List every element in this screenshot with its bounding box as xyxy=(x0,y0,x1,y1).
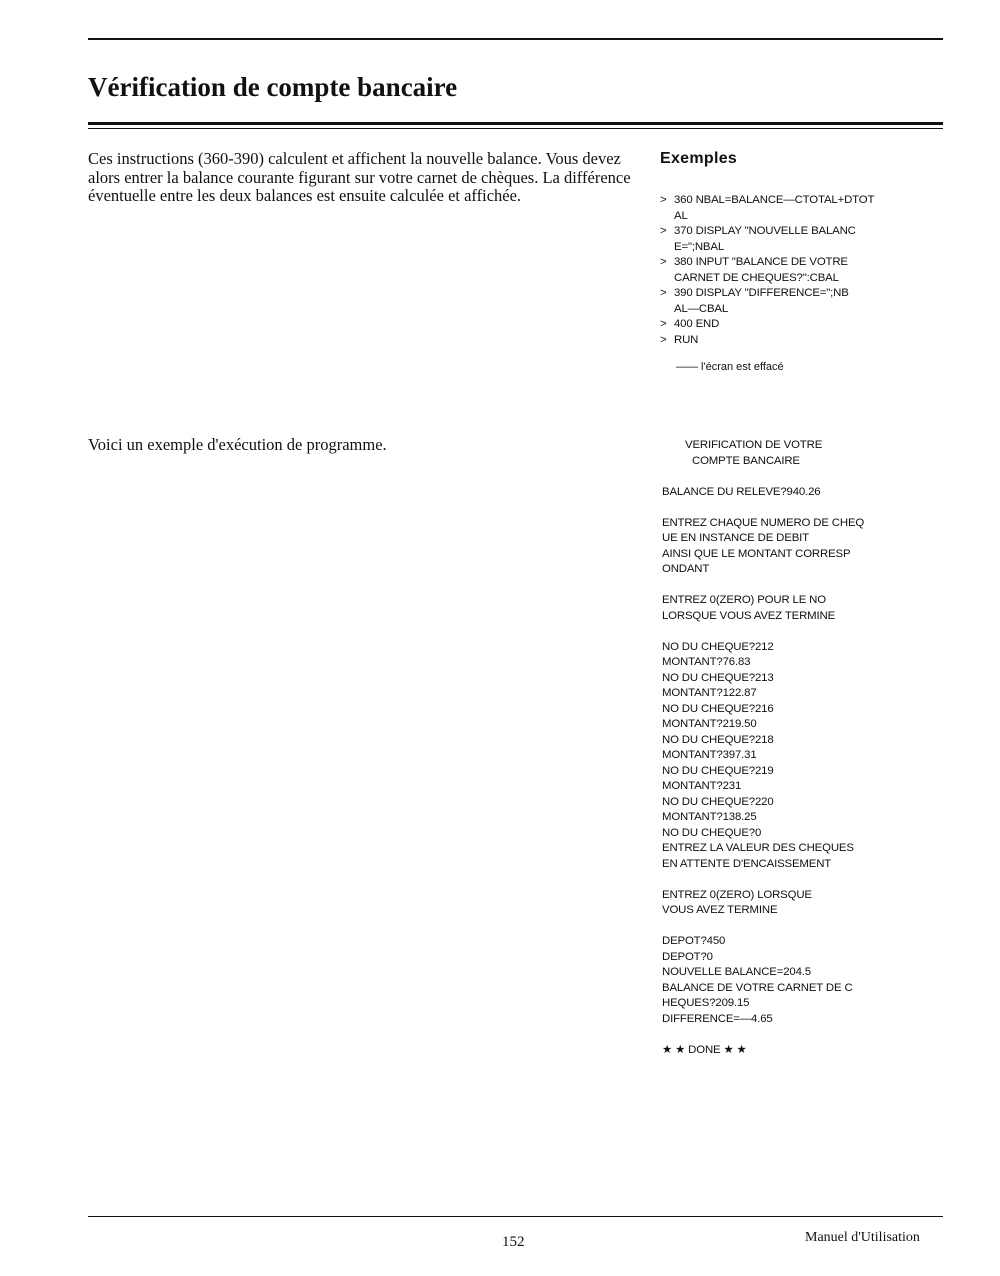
output-block xyxy=(662,934,864,1027)
code-text: CARNET DE CHEQUES?":CBAL xyxy=(674,271,839,284)
title-rule-thick xyxy=(88,122,943,125)
title-rule-thin xyxy=(88,128,943,129)
code-line xyxy=(660,255,874,271)
code-line xyxy=(660,240,874,256)
code-text: 390 DISPLAY "DIFFERENCE=";NB xyxy=(674,287,849,299)
intro-paragraph: Ces instructions (360-390) calculent et affichent la nouvelle balance. Vous devez alors entrer la balance courante figurant sur votre carnet de chèques. La différence éventuelle entre les deux balances est ensuite calculée et affichée. xyxy=(88,149,631,205)
output-line: VERIFICATION DE VOTRE xyxy=(685,439,823,451)
code-line xyxy=(660,209,874,225)
output-line: MONTANT?138.25 xyxy=(662,811,757,823)
prompt-symbol: > xyxy=(660,194,667,206)
footer-title: Manuel d'Utilisation xyxy=(805,1230,920,1245)
output-line: MONTANT?219.50 xyxy=(662,718,757,730)
code-text: AL—CBAL xyxy=(674,302,729,315)
prompt-symbol: > xyxy=(660,318,667,330)
code-listing xyxy=(660,193,874,348)
code-line xyxy=(660,224,874,240)
output-line: EN ATTENTE D'ENCAISSEMENT xyxy=(662,857,832,870)
output-line: VOUS AVEZ TERMINE xyxy=(662,904,778,916)
output-line: ENTREZ LA VALEUR DES CHEQUES xyxy=(662,842,854,854)
output-line: MONTANT?231 xyxy=(662,780,742,792)
output-line: HEQUES?209.15 xyxy=(662,997,750,1009)
output-line: DIFFERENCE=—4.65 xyxy=(662,1012,773,1025)
code-text: RUN xyxy=(674,333,699,346)
code-text: 380 INPUT "BALANCE DE VOTRE xyxy=(674,256,848,268)
prompt-symbol: > xyxy=(660,333,667,346)
top-rule xyxy=(88,38,943,40)
code-line xyxy=(660,286,874,302)
output-block xyxy=(662,593,864,624)
output-line: BALANCE DE VOTRE CARNET DE C xyxy=(662,981,853,994)
code-line xyxy=(660,271,874,287)
output-line: MONTANT?397.31 xyxy=(662,749,757,761)
output-line: UE EN INSTANCE DE DEBIT xyxy=(662,532,809,544)
output-block xyxy=(662,438,864,469)
page-number: 152 xyxy=(502,1234,525,1250)
output-block xyxy=(662,1043,864,1059)
prompt-symbol: > xyxy=(660,225,667,237)
output-line: ONDANT xyxy=(662,563,710,575)
code-line xyxy=(660,302,874,318)
output-line: AINSI QUE LE MONTANT CORRESP xyxy=(662,547,851,560)
code-line xyxy=(660,193,874,209)
code-text: AL xyxy=(674,209,688,222)
code-text: E=";NBAL xyxy=(674,240,725,253)
output-line: COMPTE BANCAIRE xyxy=(692,454,800,467)
program-output xyxy=(662,438,864,1074)
output-line: NO DU CHEQUE?213 xyxy=(662,671,774,684)
output-line: ENTREZ 0(ZERO) LORSQUE xyxy=(662,888,812,901)
run-example-text: Voici un exemple d'exécution de programme. xyxy=(88,435,387,454)
output-line: NO DU CHEQUE?0 xyxy=(662,826,762,839)
output-line: NOUVELLE BALANCE=204.5 xyxy=(662,966,811,978)
output-line: NO DU CHEQUE?218 xyxy=(662,733,774,746)
output-block xyxy=(662,888,864,919)
output-line: ENTREZ CHAQUE NUMERO DE CHEQ xyxy=(662,516,865,529)
output-line: NO DU CHEQUE?219 xyxy=(662,764,774,777)
output-line: NO DU CHEQUE?220 xyxy=(662,795,774,808)
output-line: ENTREZ 0(ZERO) POUR LE NO xyxy=(662,594,826,606)
page-title: Vérification de compte bancaire xyxy=(88,72,458,102)
code-line xyxy=(660,333,874,349)
output-block xyxy=(662,485,864,501)
screen-cleared-note: —— l'écran est effacé xyxy=(676,361,784,373)
output-line: BALANCE DU RELEVE?940.26 xyxy=(662,485,821,498)
output-line: DEPOT?450 xyxy=(662,935,726,947)
output-line: NO DU CHEQUE?212 xyxy=(662,640,774,653)
output-line: DEPOT?0 xyxy=(662,950,713,963)
output-line: NO DU CHEQUE?216 xyxy=(662,702,774,715)
code-line xyxy=(660,317,874,333)
output-line: LORSQUE VOUS AVEZ TERMINE xyxy=(662,609,836,622)
code-text: 400 END xyxy=(674,318,720,330)
output-block xyxy=(662,640,864,873)
bottom-rule xyxy=(88,1216,943,1217)
output-block xyxy=(662,516,864,578)
code-text: 370 DISPLAY "NOUVELLE BALANC xyxy=(674,225,856,237)
prompt-symbol: > xyxy=(660,256,667,268)
prompt-symbol: > xyxy=(660,287,667,299)
code-text: 360 NBAL=BALANCE—CTOTAL+DTOT xyxy=(674,194,875,206)
output-line: ★ ★ DONE ★ ★ xyxy=(662,1043,747,1056)
examples-heading: Exemples xyxy=(660,150,738,167)
output-line: MONTANT?122.87 xyxy=(662,687,757,699)
output-line: MONTANT?76.83 xyxy=(662,656,751,668)
